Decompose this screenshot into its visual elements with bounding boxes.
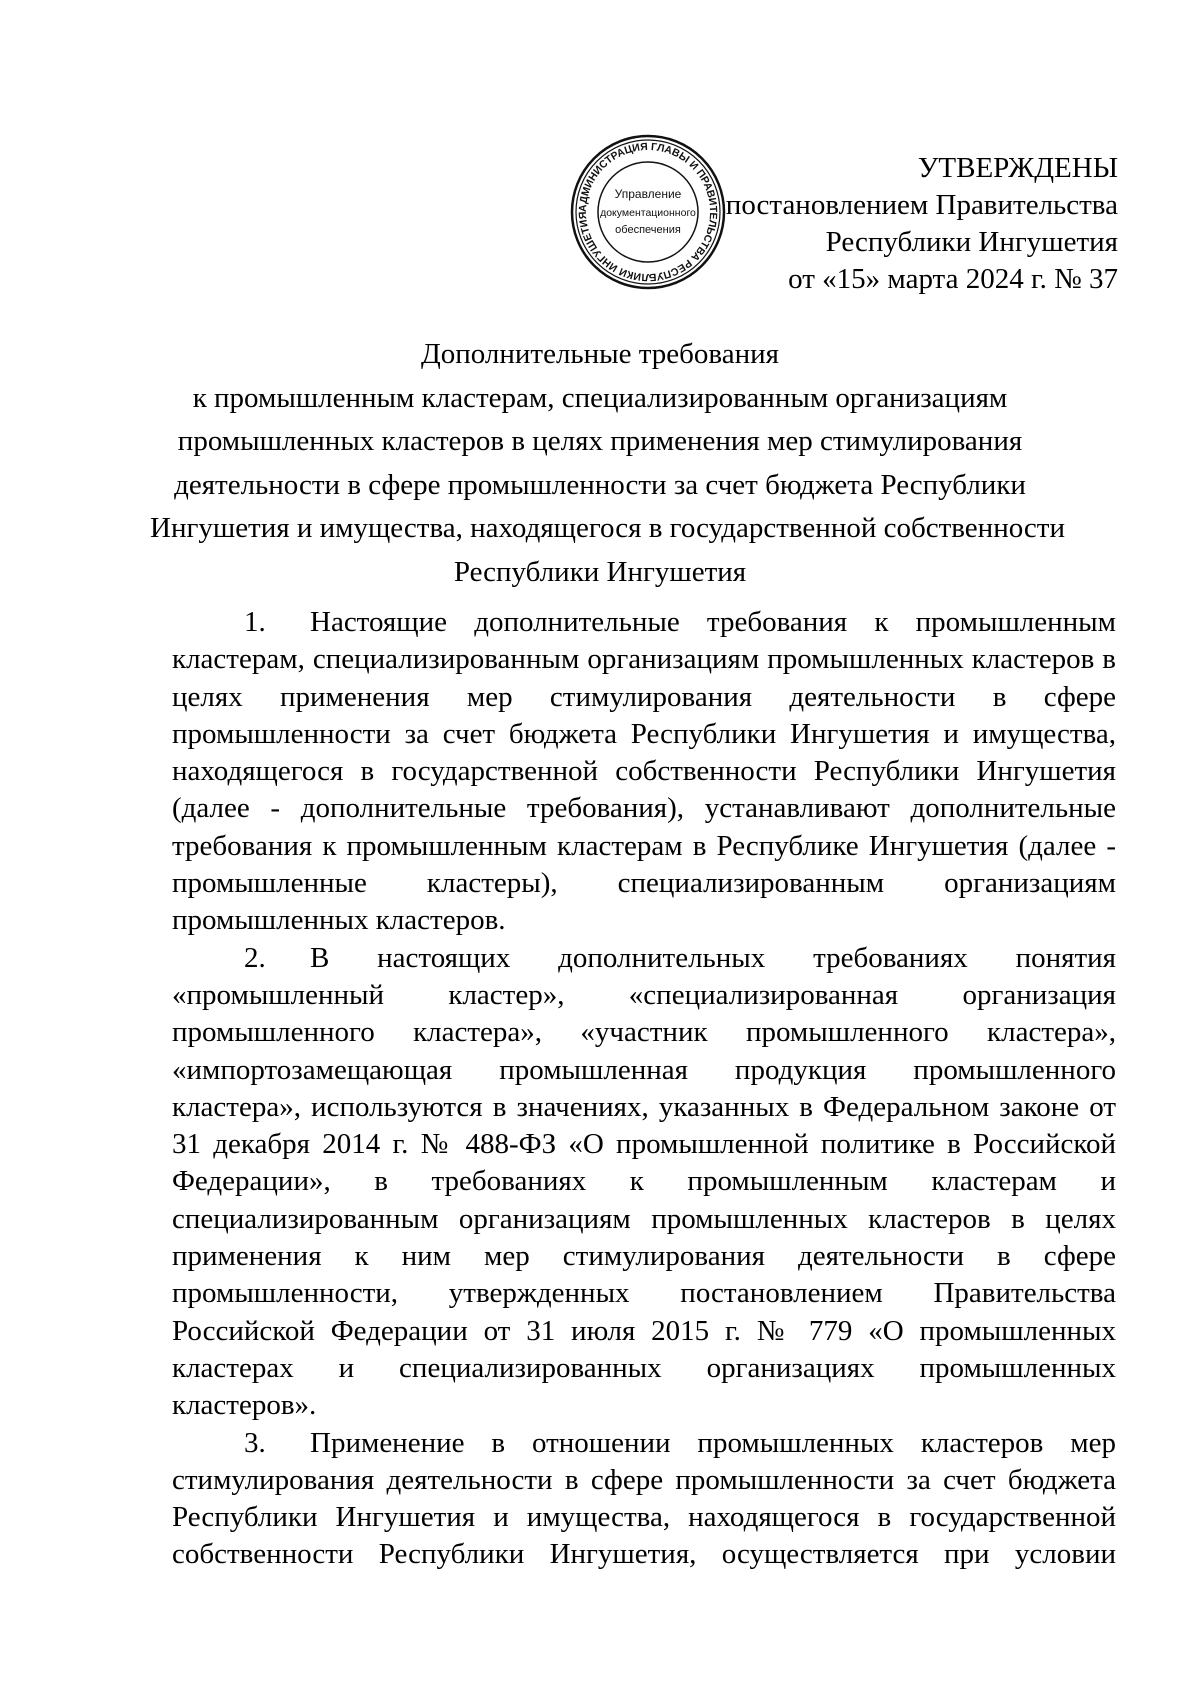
paragraph-text: Применение в отношении промышленных кластеров мер стимулирования деятельности в сфере промышленности за счет бюджета Республики Ингушетия и имущества, находящегося в государственной собственности Республики Ингушетия, осуществляется при условии <box>172 1426 1116 1571</box>
approval-line-2: постановлением Правительства <box>725 189 1118 221</box>
seal-line-3: обеспечения <box>615 224 681 236</box>
title-line-1: Дополнительные требования <box>420 338 779 370</box>
seal-line-1: Управление <box>614 187 682 201</box>
seal-stamp <box>568 132 728 292</box>
title-line-5: Ингушетия и имущества, находящегося в государственной собственности <box>150 512 1066 545</box>
title-line-6: Республики Ингушетия <box>453 555 747 588</box>
document-title <box>150 333 1066 595</box>
approval-heading: УТВЕРЖДЕНЫ <box>917 152 1118 184</box>
paragraph-text: В настоящих дополнительных требованиях понятия «промышленный кластер», «специализированная организация промышленного кластера», «участник промышленного кластера», «импортозамещающая промышленная продукция промышленного кластера», используются в значениях, указанных в Федеральном законе от 31 декабря 2014 г. № 488-ФЗ «О промышленной политике в Российской Федерации», в требованиях к промышленным кластерам и специализированным организациям промышленных кластеров в целях применения к ним мер стимулирования деятельности в сфере промышленности, утвержденных постановлением Правительства Российской Федерации от 31 июля 2015 г. № 779 «О промышленных кластерах и специализированных организациях промышленных кластеров». <box>172 941 1116 1422</box>
seal-ring-textpath: АДМИНИСТРАЦИЯ ГЛАВЫ И ПРАВИТЕЛЬСТВА РЕСПУБЛИКИ ИНГУШЕТИЯ <box>576 140 720 284</box>
paragraph-1 <box>172 604 1116 940</box>
paragraph-3 <box>172 1425 1116 1574</box>
paragraph-number: 2. <box>244 941 266 974</box>
seal-line-2: документационного <box>600 207 696 219</box>
paragraph-2 <box>172 940 1116 1425</box>
approval-date-number: от «15» марта 2024 г. № 37 <box>788 263 1118 295</box>
paragraph-number: 3. <box>244 1426 266 1459</box>
paragraph-number: 1. <box>244 606 266 638</box>
title-line-4: деятельности в сфере промышленности за счет бюджета Республики <box>174 468 1026 501</box>
document-body <box>172 604 1116 1574</box>
approval-line-3: Республики Ингушетия <box>825 226 1118 258</box>
approval-block <box>726 150 1118 298</box>
title-line-3: промышленных кластеров в целях применения мер стимулирования <box>177 425 1023 458</box>
title-line-2: к промышленным кластерам, специализированным организациям <box>192 381 1008 414</box>
paragraph-text: Настоящие дополнительные требования к промышленным кластерам, специализированным организациям промышленных кластеров в целях применения мер стимулирования деятельности в сфере промышленности за счет бюджета Республики Ингушетия и имущества, находящегося в государственной собственности Республики Ингушетия (далее - дополнительные требования), устанавливают дополнительные требования к промышленным кластерам в Республике Ингушетия (далее - промышленные кластеры), специализированным организациям промышленных кластеров. <box>172 606 1116 937</box>
